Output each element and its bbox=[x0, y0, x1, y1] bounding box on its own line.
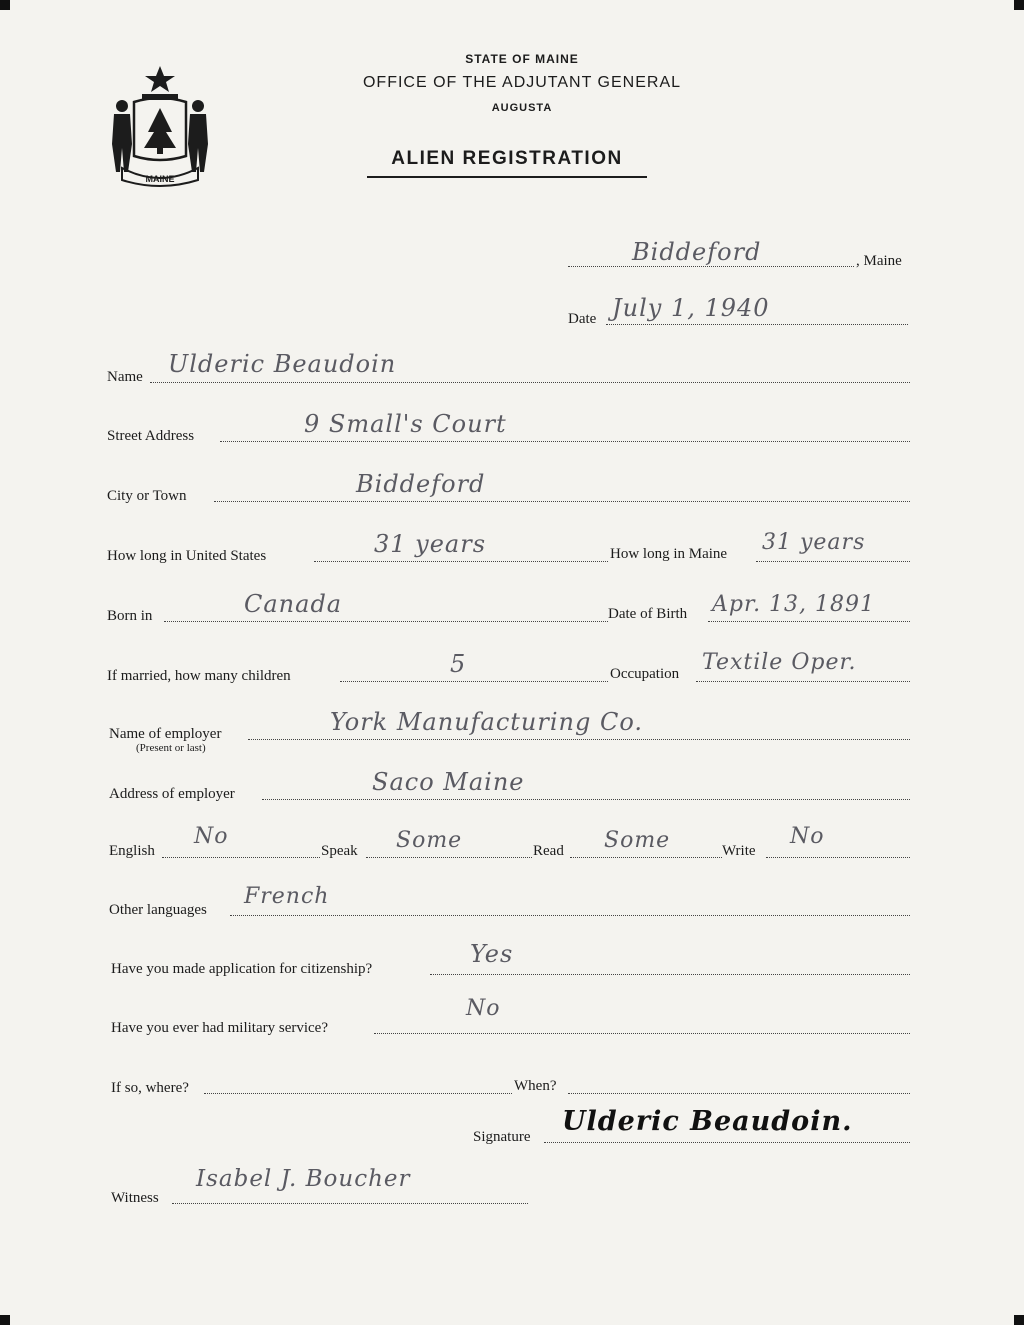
how-long-maine-line bbox=[756, 561, 910, 562]
write-line bbox=[766, 857, 910, 858]
street-label: Street Address bbox=[107, 428, 195, 444]
street-value: 9 Small's Court bbox=[304, 410, 507, 438]
name-line bbox=[150, 382, 910, 383]
maine-label: , Maine bbox=[856, 253, 902, 269]
when-label: When? bbox=[514, 1078, 557, 1094]
read-label: Read bbox=[533, 843, 564, 859]
citizenship-line bbox=[430, 974, 910, 975]
signature-value: Ulderic Beaudoin. bbox=[562, 1106, 853, 1137]
header-city: AUGUSTA bbox=[491, 102, 553, 114]
when-line bbox=[568, 1093, 910, 1094]
how-long-us-value: 31 years bbox=[374, 530, 487, 558]
date-line bbox=[606, 324, 908, 325]
born-in-line bbox=[164, 621, 608, 622]
other-languages-label: Other languages bbox=[109, 902, 207, 918]
dob-label: Date of Birth bbox=[608, 606, 688, 622]
street-line bbox=[220, 441, 910, 442]
employer-address-line bbox=[262, 799, 910, 800]
scan-corner-mark bbox=[0, 1315, 10, 1325]
date-label: Date bbox=[568, 311, 597, 327]
town-value: Biddeford bbox=[632, 238, 762, 266]
city-town-value: Biddeford bbox=[356, 470, 486, 498]
write-label: Write bbox=[722, 843, 756, 859]
employer-address-value: Saco Maine bbox=[372, 768, 525, 796]
how-long-us-line bbox=[314, 561, 608, 562]
military-value: No bbox=[466, 996, 501, 1021]
scan-corner-mark bbox=[0, 0, 10, 10]
speak-value: Some bbox=[396, 828, 463, 853]
citizenship-value: Yes bbox=[470, 940, 514, 968]
read-value: Some bbox=[604, 828, 671, 853]
witness-label: Witness bbox=[111, 1190, 159, 1206]
how-long-maine-value: 31 years bbox=[762, 530, 866, 555]
signature-line bbox=[544, 1142, 910, 1143]
speak-line bbox=[366, 857, 532, 858]
how-long-us-label: How long in United States bbox=[107, 548, 267, 564]
signature-label: Signature bbox=[473, 1129, 531, 1145]
read-line bbox=[570, 857, 722, 858]
where-line bbox=[204, 1093, 512, 1094]
employer-address-label: Address of employer bbox=[109, 786, 235, 802]
witness-line bbox=[172, 1203, 528, 1204]
city-town-label: City or Town bbox=[107, 488, 187, 504]
military-label: Have you ever had military service? bbox=[111, 1020, 328, 1036]
occupation-value: Textile Oper. bbox=[702, 650, 857, 675]
witness-value: Isabel J. Boucher bbox=[196, 1166, 411, 1192]
english-line bbox=[162, 857, 320, 858]
dob-line bbox=[708, 621, 910, 622]
born-in-label: Born in bbox=[107, 608, 153, 624]
military-line bbox=[374, 1033, 910, 1034]
form-title: ALIEN REGISTRATION bbox=[367, 148, 647, 178]
citizenship-label: Have you made application for citizenship? bbox=[111, 961, 373, 977]
city-town-line bbox=[214, 501, 910, 502]
where-label: If so, where? bbox=[111, 1080, 189, 1096]
children-line bbox=[340, 681, 608, 682]
other-languages-line bbox=[230, 915, 910, 916]
english-label: English bbox=[109, 843, 155, 859]
header-state: STATE OF MAINE bbox=[465, 52, 579, 66]
occupation-line bbox=[696, 681, 910, 682]
name-value: Ulderic Beaudoin bbox=[168, 350, 397, 378]
name-label: Name bbox=[107, 369, 143, 385]
speak-label: Speak bbox=[321, 843, 358, 859]
header-office: OFFICE OF THE ADJUTANT GENERAL bbox=[362, 74, 682, 91]
employer-sublabel: (Present or last) bbox=[136, 742, 206, 754]
occupation-label: Occupation bbox=[610, 666, 680, 682]
date-value: July 1, 1940 bbox=[612, 294, 770, 322]
how-long-maine-label: How long in Maine bbox=[610, 546, 728, 562]
seal-text: MAINE bbox=[145, 174, 175, 184]
scan-corner-mark bbox=[1014, 0, 1024, 10]
children-label: If married, how many children bbox=[107, 668, 291, 684]
scan-corner-mark bbox=[1014, 1315, 1024, 1325]
dob-value: Apr. 13, 1891 bbox=[712, 592, 876, 617]
employer-line bbox=[248, 739, 910, 740]
town-line bbox=[568, 266, 854, 267]
other-languages-value: French bbox=[244, 884, 330, 909]
english-value: No bbox=[194, 824, 229, 849]
born-in-value: Canada bbox=[244, 590, 343, 618]
employer-label: Name of employer bbox=[109, 726, 222, 742]
employer-value: York Manufacturing Co. bbox=[330, 708, 643, 736]
write-value: No bbox=[790, 824, 825, 849]
children-value: 5 bbox=[450, 650, 467, 678]
